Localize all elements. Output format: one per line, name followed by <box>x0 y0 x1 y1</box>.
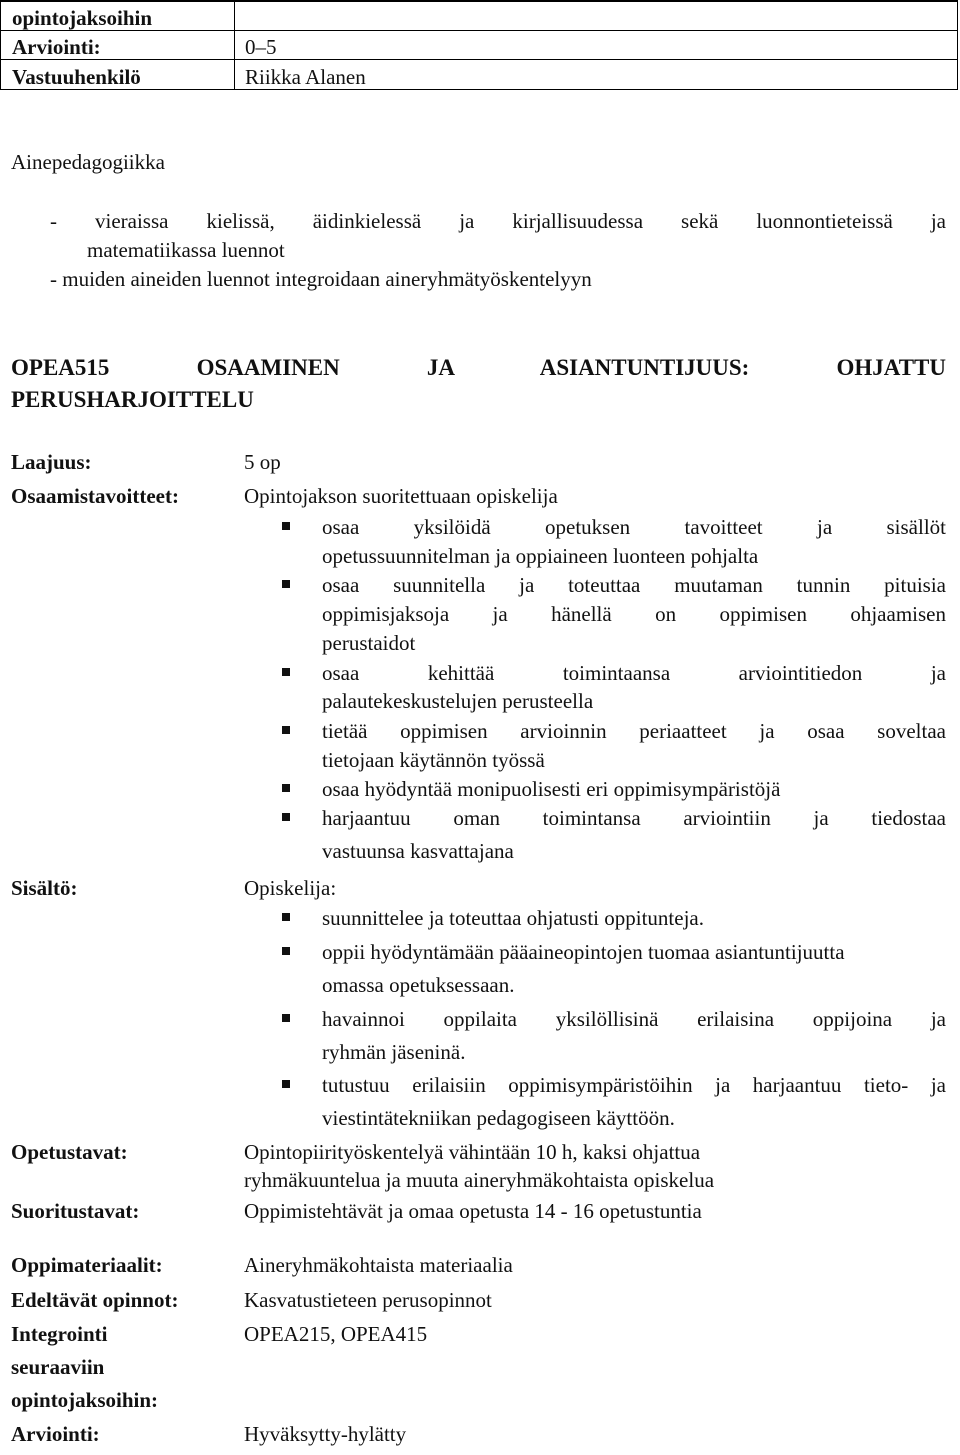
sisalto-item-2-line1: oppii hyödyntämään pääaineopintojen tuomaa asiantuntijuutta <box>322 940 845 964</box>
arviointi-value: Hyväksytty-hylätty <box>244 1422 407 1446</box>
osaamis-item-2-line1: osaa suunnitella ja toteuttaa muutaman tunnin pituisia <box>322 573 946 597</box>
course-title-line1: OPEA515 OSAAMINEN JA ASIANTUNTIJUUS: OHJATTU <box>11 355 946 380</box>
osaamis-item-1-line1: osaa yksilöidä opetuksen tavoitteet ja sisällöt <box>322 515 946 539</box>
opetustavat-line1: Opintopiirityöskentelyä vähintään 10 h, kaksi ohjattua <box>244 1140 701 1164</box>
ainepedagogiikka-item-2: - muiden aineiden luennot integroidaan aineryhmätyöskentelyyn <box>50 267 592 291</box>
oppimateriaalit-label: Oppimateriaalit: <box>11 1253 163 1277</box>
opetustavat-label: Opetustavat: <box>11 1140 128 1164</box>
osaamis-item-1-line2: opetussuunnitelman ja oppiaineen luonteen pohjalta <box>322 544 759 568</box>
osaamis-item-5-line1: osaa hyödyntää monipuolisesti eri oppimisympäristöjä <box>322 777 781 801</box>
integrointi-label-line1: Integrointi <box>11 1322 108 1346</box>
suoritustavat-label: Suoritustavat: <box>11 1199 140 1223</box>
osaamis-item-4-line2: tietojaan käytännön työssä <box>322 748 545 772</box>
vastuuhenkilo-label: Vastuuhenkilö <box>12 65 141 89</box>
osaamis-item-6-line1: harjaantuu oman toimintansa arviointiin ja tiedostaa <box>322 806 946 830</box>
edeltavat-value: Kasvatustieteen perusopinnot <box>244 1288 492 1312</box>
integrointi-value: OPEA215, OPEA415 <box>244 1322 428 1346</box>
sisalto-intro: Opiskelija: <box>244 876 337 900</box>
integrointi-label-line3: opintojaksoihin: <box>11 1388 159 1412</box>
bullet-icon <box>282 947 290 955</box>
bullet-icon <box>282 580 290 588</box>
bullet-icon <box>282 1080 290 1088</box>
osaamis-item-4-line1: tietää oppimisen arvioinnin periaatteet ja osaa soveltaa <box>322 719 946 743</box>
ainepedagogiikka-heading: Ainepedagogiikka <box>11 150 165 174</box>
sisalto-label: Sisältö: <box>11 876 78 900</box>
osaamistavoitteet-label: Osaamistavoitteet: <box>11 484 179 508</box>
course-title-line2: PERUSHARJOITTELU <box>11 387 254 412</box>
sisalto-item-4-line2: viestintätekniikan pedagogiseen käyttöön. <box>322 1106 675 1130</box>
sisalto-item-4-line1: tutustuu erilaisiin oppimisympäristöihin ja harjaantuu tieto- ja <box>322 1073 946 1097</box>
osaamis-item-2-line2: oppimisjaksoja ja hänellä on oppimisen ohjaamisen <box>322 602 946 626</box>
vastuuhenkilo-value: Riikka Alanen <box>245 65 366 89</box>
sisalto-item-1: suunnittelee ja toteuttaa ohjatusti oppitunteja. <box>322 906 704 930</box>
arviointi-label-top: Arviointi: <box>12 35 101 59</box>
bullet-icon <box>282 1014 290 1022</box>
suoritustavat-value: Oppimistehtävät ja omaa opetusta 14 - 16 opetustuntia <box>244 1199 702 1223</box>
sisalto-item-3-line1: havainnoi oppilaita yksilöllisinä erilaisina oppijoina ja <box>322 1007 946 1031</box>
opetustavat-line2: ryhmäkuuntelua ja muuta aineryhmäkohtaista opiskelua <box>244 1168 715 1192</box>
ainepedagogiikka-item-1-line2: matematiikassa luennot <box>87 238 285 262</box>
sisalto-item-2-line2: omassa opetuksessaan. <box>322 973 515 997</box>
bullet-icon <box>282 726 290 734</box>
table-row <box>1 30 957 60</box>
top-info-table <box>0 0 958 90</box>
laajuus-label: Laajuus: <box>11 450 92 474</box>
table-row <box>1 59 957 91</box>
bullet-icon <box>282 522 290 530</box>
opintojaksoihin-label: opintojaksoihin <box>12 6 153 30</box>
arviointi-value-top: 0–5 <box>245 35 277 59</box>
osaamis-item-2-line3: perustaidot <box>322 631 416 655</box>
bullet-icon <box>282 913 290 921</box>
oppimateriaalit-value: Aineryhmäkohtaista materiaalia <box>244 1253 513 1277</box>
edeltavat-label: Edeltävät opinnot: <box>11 1288 179 1312</box>
osaamis-item-6-line2: vastuunsa kasvattajana <box>322 839 514 863</box>
ainepedagogiikka-item-1-line1: - vieraissa kielissä, äidinkielessä ja kirjallisuudessa sekä luonnontieteissä ja <box>50 209 946 233</box>
integrointi-label-line2: seuraaviin <box>11 1355 105 1379</box>
osaamistavoitteet-intro: Opintojakson suoritettuaan opiskelija <box>244 484 558 508</box>
osaamis-item-3-line1: osaa kehittää toimintaansa arviointitiedon ja <box>322 661 946 685</box>
bullet-icon <box>282 813 290 821</box>
osaamis-item-3-line2: palautekeskustelujen perusteella <box>322 689 594 713</box>
bullet-icon <box>282 668 290 676</box>
laajuus-value: 5 op <box>244 450 281 474</box>
table-row <box>1 1 957 31</box>
bullet-icon <box>282 784 290 792</box>
sisalto-item-3-line2: ryhmän jäseninä. <box>322 1040 466 1064</box>
arviointi-label: Arviointi: <box>11 1422 100 1446</box>
